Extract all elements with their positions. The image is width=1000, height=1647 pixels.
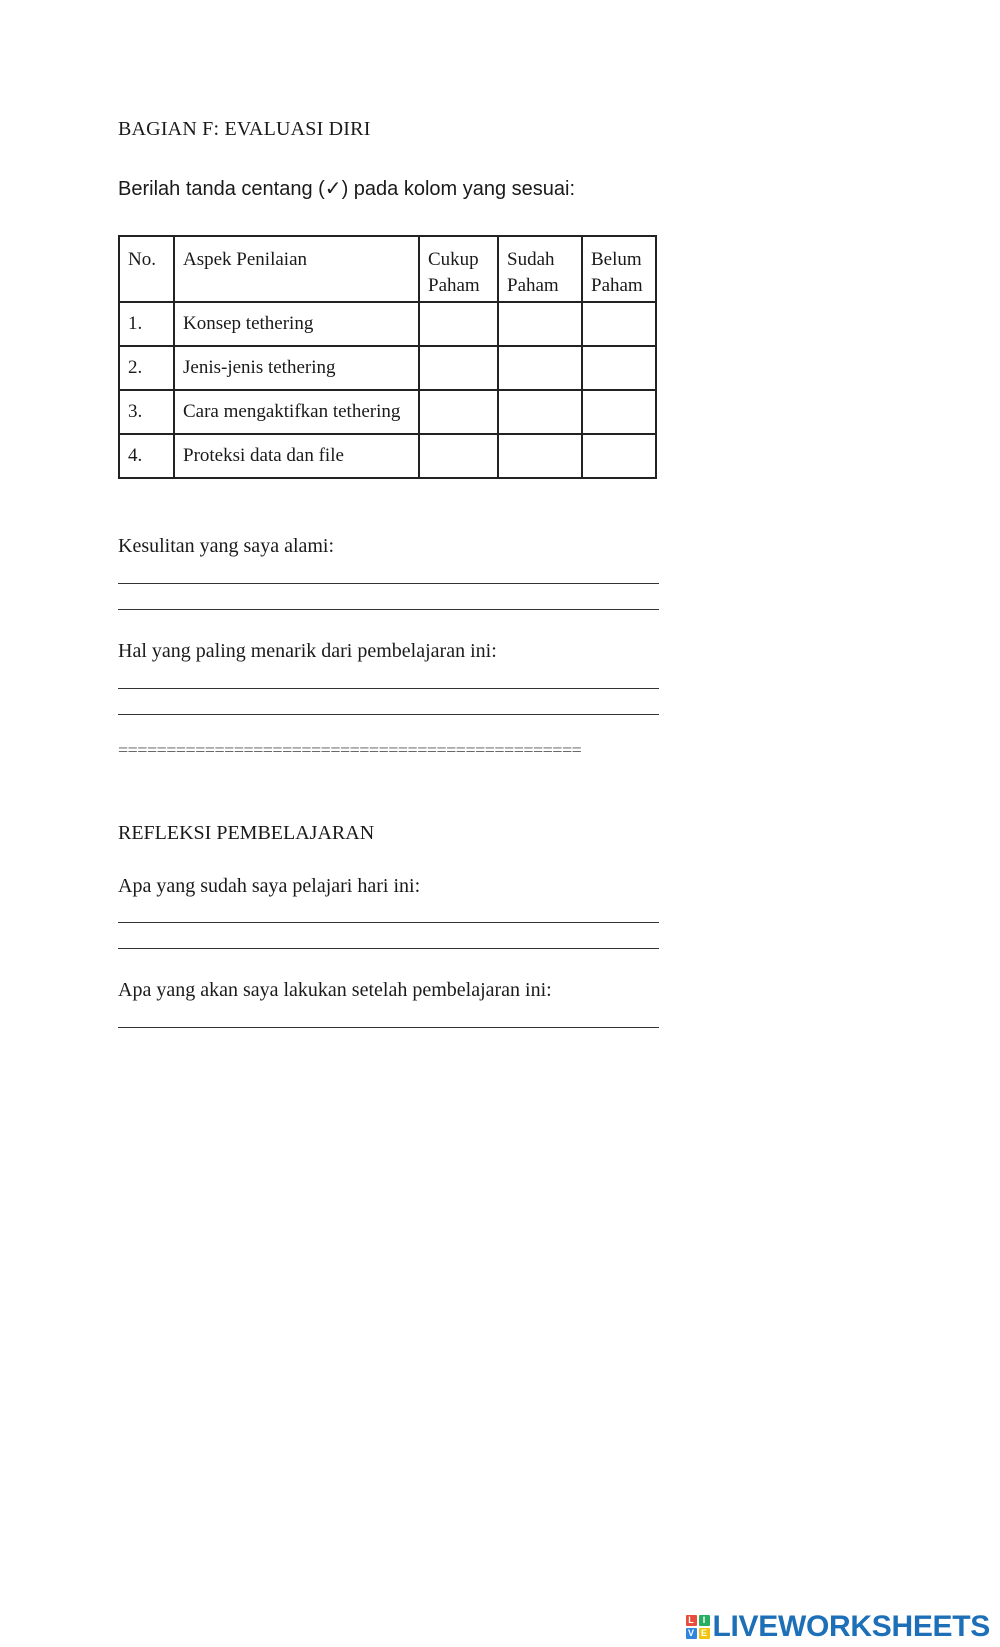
header-cukup-paham bbox=[419, 236, 498, 302]
menarik-answer-line-2[interactable] bbox=[118, 714, 659, 715]
header-belum-line1: Belum bbox=[591, 249, 642, 270]
instruction-text: Berilah tanda centang (✓) pada kolom yang sesuai: bbox=[118, 178, 576, 200]
row-number: 2. bbox=[119, 346, 174, 390]
header-sudah-paham bbox=[498, 236, 582, 302]
kesulitan-answer-line-2[interactable] bbox=[118, 609, 659, 610]
checkbox-sudah-paham-4[interactable] bbox=[498, 434, 582, 478]
menarik-answer-line-1[interactable] bbox=[118, 688, 659, 689]
reflection-question-2: Apa yang akan saya lakukan setelah pembelajaran ini: bbox=[118, 979, 552, 1001]
logo-text: LIVEWORKSHEETS bbox=[712, 1610, 990, 1643]
row-aspek: Konsep tethering bbox=[174, 302, 419, 346]
logo-grid-icon bbox=[686, 1615, 710, 1639]
checkbox-belum-paham-2[interactable] bbox=[582, 346, 656, 390]
reflection-title: REFLEKSI PEMBELAJARAN bbox=[118, 822, 375, 844]
logo-tile-l: L bbox=[686, 1615, 697, 1626]
row-aspek: Cara mengaktifkan tethering bbox=[174, 390, 419, 434]
row-number: 3. bbox=[119, 390, 174, 434]
logo-tile-v: V bbox=[686, 1628, 697, 1639]
row-aspek: Proteksi data dan file bbox=[174, 434, 419, 478]
header-cukup-line1: Cukup bbox=[428, 249, 479, 270]
checkbox-belum-paham-1[interactable] bbox=[582, 302, 656, 346]
header-belum-line2: Paham bbox=[591, 275, 643, 296]
checkbox-cukup-paham-3[interactable] bbox=[419, 390, 498, 434]
checkbox-cukup-paham-2[interactable] bbox=[419, 346, 498, 390]
reflection-q1-answer-line-2[interactable] bbox=[118, 948, 659, 949]
table-row bbox=[119, 390, 656, 434]
section-title: BAGIAN F: EVALUASI DIRI bbox=[118, 118, 371, 140]
self-evaluation-table bbox=[118, 235, 657, 479]
row-number: 1. bbox=[119, 302, 174, 346]
reflection-question-1: Apa yang sudah saya pelajari hari ini: bbox=[118, 875, 421, 897]
header-no: No. bbox=[119, 236, 174, 302]
header-belum-paham bbox=[582, 236, 656, 302]
reflection-q1-answer-line-1[interactable] bbox=[118, 922, 659, 923]
logo-tile-e: E bbox=[699, 1628, 710, 1639]
header-cukup-line2: Paham bbox=[428, 275, 480, 296]
checkbox-cukup-paham-4[interactable] bbox=[419, 434, 498, 478]
checkbox-belum-paham-3[interactable] bbox=[582, 390, 656, 434]
header-aspek: Aspek Penilaian bbox=[174, 236, 419, 302]
reflection-q2-answer-line-1[interactable] bbox=[118, 1027, 659, 1028]
row-number: 4. bbox=[119, 434, 174, 478]
checkbox-belum-paham-4[interactable] bbox=[582, 434, 656, 478]
table-row bbox=[119, 302, 656, 346]
table-row bbox=[119, 434, 656, 478]
checkbox-sudah-paham-3[interactable] bbox=[498, 390, 582, 434]
separator-line: ================================================ bbox=[118, 740, 582, 760]
row-aspek: Jenis-jenis tethering bbox=[174, 346, 419, 390]
logo-tile-i: I bbox=[699, 1615, 710, 1626]
checkbox-cukup-paham-1[interactable] bbox=[419, 302, 498, 346]
kesulitan-label: Kesulitan yang saya alami: bbox=[118, 535, 335, 557]
checkbox-sudah-paham-2[interactable] bbox=[498, 346, 582, 390]
table-header-row bbox=[119, 236, 656, 302]
header-sudah-line2: Paham bbox=[507, 275, 559, 296]
kesulitan-answer-line-1[interactable] bbox=[118, 583, 659, 584]
checkbox-sudah-paham-1[interactable] bbox=[498, 302, 582, 346]
header-sudah-line1: Sudah bbox=[507, 249, 555, 270]
menarik-label: Hal yang paling menarik dari pembelajaran ini: bbox=[118, 640, 497, 662]
liveworksheets-logo bbox=[686, 1610, 991, 1644]
table-row bbox=[119, 346, 656, 390]
